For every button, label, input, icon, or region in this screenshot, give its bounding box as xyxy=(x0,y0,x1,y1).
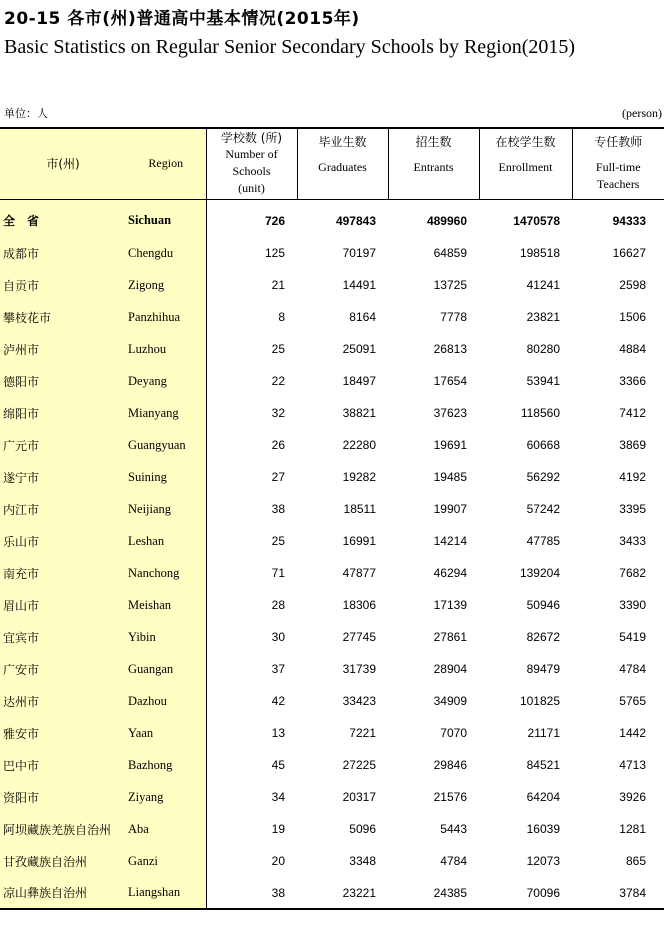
cell-graduates: 8164 xyxy=(349,310,376,324)
cell-teachers: 4192 xyxy=(619,470,646,484)
table-row xyxy=(0,493,664,525)
cell-enrollment: 16039 xyxy=(526,822,560,836)
cell-teachers: 5765 xyxy=(619,694,646,708)
cell-entrants: 37623 xyxy=(433,406,467,420)
cell-region-en: Dazhou xyxy=(126,685,206,717)
cell-teachers: 4884 xyxy=(619,342,646,356)
cell-region-en: Aba xyxy=(126,813,206,845)
cell-teachers: 3366 xyxy=(619,374,646,388)
header-entrants-en: Entrants xyxy=(413,160,454,175)
cell-region-zh: 达州市 xyxy=(0,685,126,717)
table-row xyxy=(0,717,664,749)
cell-region-en: Bazhong xyxy=(126,749,206,781)
cell-entrants: 29846 xyxy=(433,758,467,772)
cell-region-zh: 广安市 xyxy=(0,653,126,685)
cell-schools: 38 xyxy=(206,877,297,909)
table-row xyxy=(0,845,664,877)
cell-enrollment: 118560 xyxy=(520,406,560,420)
cell-region-zh: 眉山市 xyxy=(0,589,126,621)
cell-enrollment: 21171 xyxy=(527,726,560,740)
cell-region-en: Guangan xyxy=(126,653,206,685)
cell-schools: 22 xyxy=(271,374,285,388)
table-body xyxy=(0,199,664,909)
cell-region-en: Ganzi xyxy=(126,845,206,877)
cell-teachers: 4713 xyxy=(619,758,646,772)
cell-graduates: 7221 xyxy=(349,726,376,740)
table-row xyxy=(0,333,664,365)
cell-region-en: Deyang xyxy=(126,365,206,397)
cell-schools: 42 xyxy=(271,694,285,708)
cell-enrollment: 47785 xyxy=(526,534,560,548)
cell-teachers: 1442 xyxy=(619,726,646,740)
header-graduates-zh: 毕业生数 xyxy=(318,135,367,150)
cell-region-zh: 全省 xyxy=(0,199,126,237)
cell-teachers: 865 xyxy=(625,854,646,868)
cell-graduates: 31739 xyxy=(342,662,376,676)
cell-enrollment: 101825 xyxy=(519,694,560,708)
cell-entrants: 19907 xyxy=(433,502,467,516)
cell-graduates: 23221 xyxy=(297,877,388,909)
cell-entrants: 14214 xyxy=(433,534,467,548)
cell-enrollment: 139204 xyxy=(519,566,560,580)
table-row xyxy=(0,653,664,685)
cell-region-en: Suining xyxy=(126,461,206,493)
cell-region-zh: 雅安市 xyxy=(0,717,126,749)
cell-teachers: 3390 xyxy=(619,598,646,612)
cell-schools: 26 xyxy=(271,438,285,452)
cell-teachers: 4784 xyxy=(619,662,646,676)
cell-graduates: 497843 xyxy=(335,213,376,228)
cell-region-zh: 南充市 xyxy=(0,557,126,589)
header-schools-en-2: Schools xyxy=(232,164,271,179)
table-row xyxy=(0,685,664,717)
page-title-en: Basic Statistics on Regular Senior Secondary Schools by Region(2015) xyxy=(4,36,576,58)
cell-region-zh: 阿坝藏族羌族自治州 xyxy=(0,813,126,845)
header-region-zh-text: 市(州) xyxy=(46,157,80,172)
cell-teachers: 7412 xyxy=(619,406,646,420)
cell-graduates: 16991 xyxy=(342,534,376,548)
cell-entrants: 46294 xyxy=(433,566,467,580)
cell-region-zh: 遂宁市 xyxy=(0,461,126,493)
header-enrollment-zh: 在校学生数 xyxy=(495,135,556,150)
cell-graduates: 33423 xyxy=(342,694,376,708)
header-schools-en-3: (unit) xyxy=(238,181,265,196)
cell-region-zh: 广元市 xyxy=(0,429,126,461)
cell-graduates: 38821 xyxy=(342,406,376,420)
cell-teachers: 3433 xyxy=(619,534,646,548)
cell-graduates: 27745 xyxy=(342,630,376,644)
cell-enrollment: 53941 xyxy=(526,374,560,388)
header-enrollment-en: Enrollment xyxy=(498,160,553,175)
cell-enrollment: 64204 xyxy=(526,790,560,804)
cell-graduates: 18306 xyxy=(342,598,376,612)
cell-schools: 25 xyxy=(271,342,285,356)
cell-entrants: 27861 xyxy=(433,630,467,644)
cell-schools: 19 xyxy=(271,822,285,836)
cell-enrollment: 23821 xyxy=(526,310,560,324)
header-teachers-zh: 专任教师 xyxy=(594,135,643,150)
cell-entrants: 64859 xyxy=(433,246,467,260)
cell-region-en: Leshan xyxy=(126,525,206,557)
cell-teachers: 5419 xyxy=(619,630,646,644)
cell-schools: 27 xyxy=(271,470,285,484)
cell-region-en: Guangyuan xyxy=(126,429,206,461)
cell-enrollment: 198518 xyxy=(519,246,560,260)
cell-graduates: 3348 xyxy=(349,854,376,868)
cell-graduates: 27225 xyxy=(342,758,376,772)
header-schools-en-1: Number of xyxy=(225,147,278,162)
cell-region-zh: 绵阳市 xyxy=(0,397,126,429)
cell-region-en: Liangshan xyxy=(126,877,206,909)
cell-region-zh: 成都市 xyxy=(0,237,126,269)
cell-teachers: 1506 xyxy=(619,310,646,324)
cell-enrollment: 89479 xyxy=(526,662,560,676)
cell-schools: 34 xyxy=(271,790,285,804)
cell-region-en: Yaan xyxy=(126,717,206,749)
table-row xyxy=(0,269,664,301)
cell-schools: 30 xyxy=(271,630,285,644)
cell-entrants: 13725 xyxy=(433,278,467,292)
header-region-zh xyxy=(0,128,126,199)
cell-region-zh: 自贡市 xyxy=(0,269,126,301)
cell-region-zh: 内江市 xyxy=(0,493,126,525)
header-region-en-text: Region xyxy=(148,156,184,171)
table-row xyxy=(0,525,664,557)
cell-region-en: Mianyang xyxy=(126,397,206,429)
cell-schools: 45 xyxy=(271,758,285,772)
table-row xyxy=(0,781,664,813)
cell-schools: 20 xyxy=(271,854,285,868)
table-row xyxy=(0,557,664,589)
table-row xyxy=(0,237,664,269)
cell-enrollment: 41241 xyxy=(526,278,560,292)
cell-schools: 38 xyxy=(271,502,285,516)
cell-region-en: Sichuan xyxy=(126,199,206,237)
cell-teachers: 94333 xyxy=(612,213,646,228)
cell-graduates: 25091 xyxy=(342,342,376,356)
cell-enrollment: 57242 xyxy=(526,502,560,516)
cell-enrollment: 70096 xyxy=(479,877,572,909)
cell-region-en: Ziyang xyxy=(126,781,206,813)
cell-graduates: 5096 xyxy=(349,822,376,836)
cell-graduates: 20317 xyxy=(342,790,376,804)
table-row xyxy=(0,429,664,461)
cell-region-en: Luzhou xyxy=(126,333,206,365)
cell-graduates: 19282 xyxy=(342,470,376,484)
cell-enrollment: 12073 xyxy=(526,854,560,868)
cell-teachers: 16627 xyxy=(612,246,646,260)
cell-graduates: 70197 xyxy=(342,246,376,260)
header-teachers xyxy=(572,128,664,199)
cell-entrants: 28904 xyxy=(433,662,467,676)
unit-label-zh: 单位：人 xyxy=(4,107,48,120)
cell-region-zh: 凉山彝族自治州 xyxy=(0,877,126,909)
table-row xyxy=(0,813,664,845)
header-region-en xyxy=(126,128,206,199)
cell-entrants: 4784 xyxy=(440,854,467,868)
table-row xyxy=(0,749,664,781)
cell-schools: 8 xyxy=(278,310,285,324)
cell-enrollment: 50946 xyxy=(526,598,560,612)
header-graduates-en: Graduates xyxy=(318,160,367,175)
cell-schools: 13 xyxy=(271,726,285,740)
cell-entrants: 17139 xyxy=(433,598,467,612)
cell-region-en: Panzhihua xyxy=(126,301,206,333)
unit-label-en: (person) xyxy=(622,106,662,120)
cell-region-zh: 德阳市 xyxy=(0,365,126,397)
cell-schools: 71 xyxy=(271,566,285,580)
cell-entrants: 24385 xyxy=(388,877,479,909)
table-row xyxy=(0,461,664,493)
cell-region-zh: 乐山市 xyxy=(0,525,126,557)
cell-schools: 28 xyxy=(271,598,285,612)
cell-teachers: 7682 xyxy=(619,566,646,580)
header-schools xyxy=(206,128,297,199)
cell-region-zh: 泸州市 xyxy=(0,333,126,365)
cell-region-zh: 攀枝花市 xyxy=(0,301,126,333)
cell-schools: 125 xyxy=(264,246,285,260)
cell-teachers: 2598 xyxy=(619,278,646,292)
cell-entrants: 19485 xyxy=(433,470,467,484)
cell-entrants: 7070 xyxy=(440,726,467,740)
cell-graduates: 18511 xyxy=(343,502,376,516)
cell-region-en: Nanchong xyxy=(126,557,206,589)
cell-region-zh: 资阳市 xyxy=(0,781,126,813)
cell-schools: 37 xyxy=(271,662,285,676)
cell-graduates: 47877 xyxy=(342,566,376,580)
cell-entrants: 21576 xyxy=(433,790,467,804)
cell-enrollment: 82672 xyxy=(526,630,560,644)
header-entrants-zh: 招生数 xyxy=(415,135,452,150)
cell-entrants: 7778 xyxy=(440,310,467,324)
cell-region-en: Meishan xyxy=(126,589,206,621)
statistics-table xyxy=(0,127,664,910)
table-row xyxy=(0,621,664,653)
cell-enrollment: 84521 xyxy=(526,758,560,772)
table-row xyxy=(0,589,664,621)
cell-enrollment: 56292 xyxy=(526,470,560,484)
cell-region-en: Zigong xyxy=(126,269,206,301)
table-row-total xyxy=(0,199,664,237)
table-row xyxy=(0,877,664,909)
page-title-zh: 20-15 各市(州)普通高中基本情况(2015年) xyxy=(4,9,360,29)
cell-schools: 32 xyxy=(271,406,285,420)
cell-teachers: 3395 xyxy=(619,502,646,516)
cell-graduates: 22280 xyxy=(342,438,376,452)
cell-entrants: 19691 xyxy=(433,438,467,452)
header-row xyxy=(0,128,664,199)
cell-schools: 21 xyxy=(271,278,285,292)
cell-teachers: 3784 xyxy=(572,877,664,909)
header-entrants xyxy=(388,128,479,199)
cell-graduates: 14491 xyxy=(342,278,376,292)
cell-teachers: 3869 xyxy=(619,438,646,452)
cell-entrants: 34909 xyxy=(433,694,467,708)
table-row xyxy=(0,397,664,429)
cell-entrants: 17654 xyxy=(433,374,467,388)
cell-entrants: 26813 xyxy=(433,342,467,356)
cell-enrollment: 80280 xyxy=(526,342,560,356)
cell-graduates: 18497 xyxy=(342,374,376,388)
cell-region-en: Chengdu xyxy=(126,237,206,269)
cell-schools: 25 xyxy=(271,534,285,548)
header-schools-zh: 学校数 (所) xyxy=(220,131,283,146)
header-teachers-en-2: Teachers xyxy=(597,177,640,192)
table-row xyxy=(0,301,664,333)
header-teachers-en-1: Full-time xyxy=(595,160,641,175)
cell-region-en: Neijiang xyxy=(126,493,206,525)
cell-teachers: 1281 xyxy=(619,822,646,836)
cell-region-en: Yibin xyxy=(126,621,206,653)
cell-entrants: 489960 xyxy=(426,213,467,228)
cell-enrollment: 1470578 xyxy=(513,213,560,228)
cell-schools: 726 xyxy=(264,213,285,228)
cell-region-zh: 巴中市 xyxy=(0,749,126,781)
header-enrollment xyxy=(479,128,572,199)
cell-entrants: 5443 xyxy=(440,822,467,836)
cell-region-zh: 甘孜藏族自治州 xyxy=(0,845,126,877)
cell-teachers: 3926 xyxy=(619,790,646,804)
cell-enrollment: 60668 xyxy=(526,438,560,452)
cell-region-zh: 宜宾市 xyxy=(0,621,126,653)
table-row xyxy=(0,365,664,397)
header-graduates xyxy=(297,128,388,199)
